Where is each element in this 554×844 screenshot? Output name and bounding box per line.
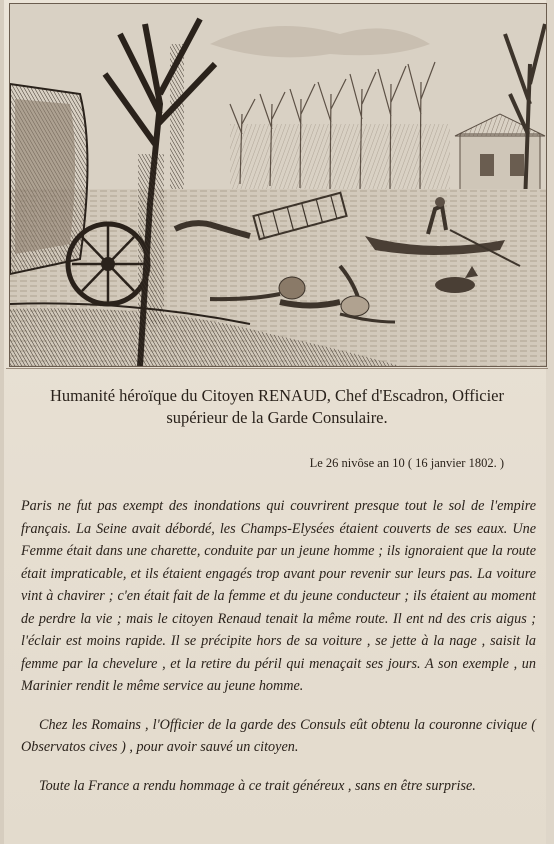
event-date: Le 26 nivôse an 10 ( 16 janvier 1802. ) xyxy=(309,456,504,470)
narrative-text xyxy=(21,495,536,797)
engraving-illustration xyxy=(9,3,547,367)
paragraph: Chez les Romains , l'Officier de la garde des Consuls eût obtenu la couronne civique ( Observatos cives ) , pour avoir sauvé un citoyen. xyxy=(21,716,536,755)
caption-line-1: Humanité héroïque du Citoyen RENAUD, Chef d'Escadron, Officier xyxy=(49,386,505,405)
paragraph: Paris ne fut pas exempt des inondations qui couvrirent presque tout le sol de l'empire français. La Seine avait débordé, les Champs-Elysées étaient couverts de ses eaux. Une Femme était dans une charette, conduite par un jeune homme ; ils ignoraient que la route était impraticable, et ils étaient engagés trop avant pour revenir sur leurs pas. La voiture vint à chavirer ; c'en était fait de la femme et du jeune conducteur ; ils étaient au moment de perdre la vie ; mais le citoyen Renaud tenait la même route. Il ent nd des cris aigus ; l'éclair est moins rapide. Il se précipite hors de sa voiture , se jette à la nage , saisit la femme par la chevelure , et la retire du péril qui menaçait ses jours. A son exemple , un Marinier rendit le même service au jeune homme. xyxy=(21,498,536,694)
paragraph: Toute la France a rendu hommage à ce trait généreux , sans en être surprise. xyxy=(39,777,476,794)
page-edge-right xyxy=(546,0,554,844)
page-edge-left xyxy=(0,0,4,844)
plate-mark xyxy=(6,368,548,369)
print-caption xyxy=(20,385,534,429)
caption-line-2: supérieur de la Garde Consulaire. xyxy=(166,408,388,427)
